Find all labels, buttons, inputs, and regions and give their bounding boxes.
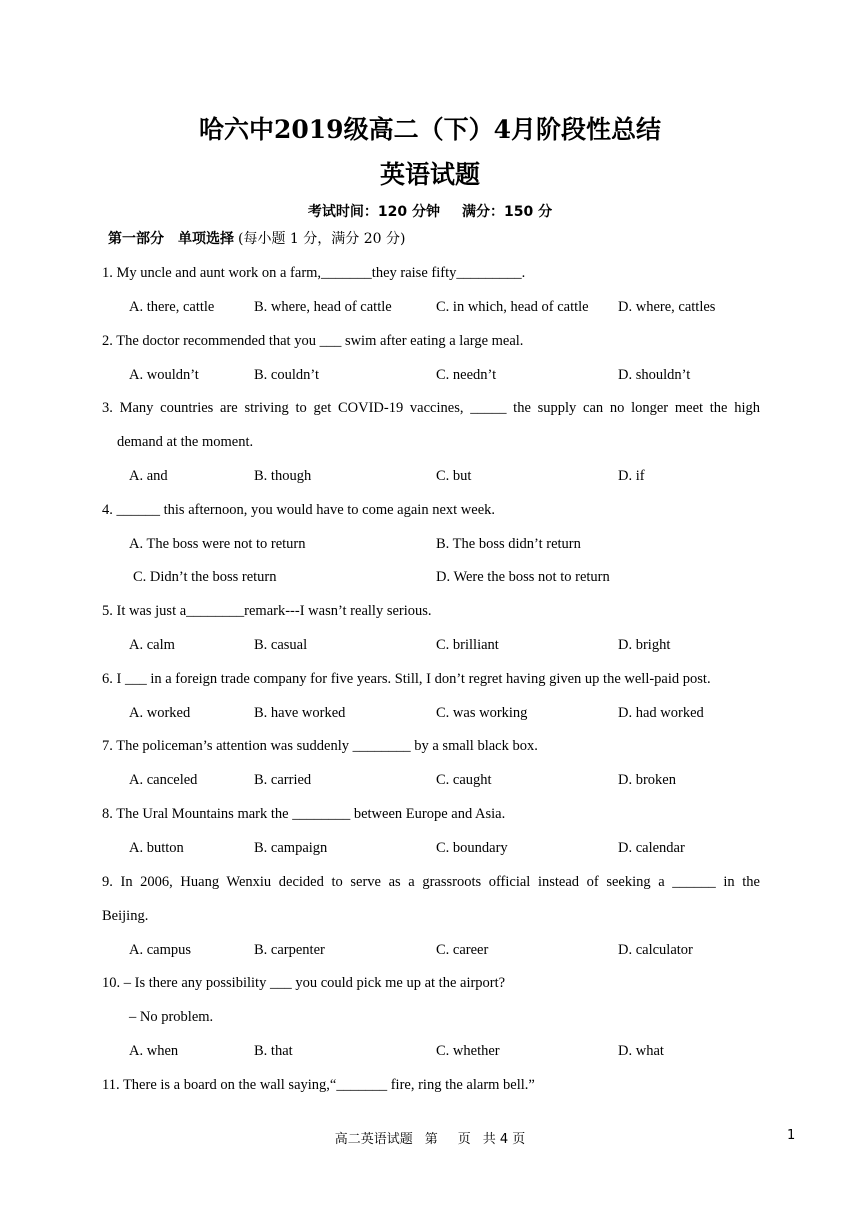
option-d: D. broken [618,772,676,788]
option-c: C. brilliant [436,637,499,653]
option-d: D. calendar [618,840,685,856]
option-d: D. if [618,468,645,484]
option-c: C. but [436,468,472,484]
question-stem-continued: demand at the moment. [117,434,254,450]
option-a: A. there, cattle [129,299,215,315]
question-stem: 7. The policeman’s attention was suddenly ________ by a small black box. [102,738,538,754]
option-b: B. where, head of cattle [254,299,392,315]
option-a: A. calm [129,637,175,653]
option-b: B. campaign [254,840,328,856]
option-b: B. have worked [254,705,346,721]
exam-title: 哈六中2019级高二（下）4月阶段性总结 [199,115,661,144]
page-number: 1 [787,1128,796,1143]
exam-info [0,201,860,221]
footer-subject: 高二英语试题 [334,1132,413,1147]
question-stem: 11. There is a board on the wall saying,“_______ fire, ring the alarm bell.” [102,1077,535,1093]
option-c: C. in which, head of cattle [436,299,589,315]
option-a: A. and [129,468,168,484]
footer-total-pages: 共 4 页 [482,1132,526,1147]
option-d: D. shouldn’t [618,367,691,383]
option-a: A. campus [129,942,192,958]
question-stem: 5. It was just a________remark---I wasn’t really serious. [102,603,432,619]
option-d: D. Were the boss not to return [436,569,610,585]
option-a: A. wouldn’t [129,367,199,383]
footer-page-label: 第 [424,1132,438,1147]
section-heading [108,228,405,248]
question-stem: 3. Many countries are striving to get COVID-19 vaccines, _____ the supply can no longer meet the high [102,400,760,416]
section-note: (每小题 1 分，满分 20 分) [238,231,406,247]
footer-page-unit: 页 [457,1132,471,1147]
question-stem: 8. The Ural Mountains mark the ________ between Europe and Asia. [102,806,506,822]
question-stem-continued: Beijing. [102,908,149,924]
option-b: B. carried [254,772,312,788]
question-stem: 10. – Is there any possibility ___ you could pick me up at the airport? [102,975,506,991]
option-a: A. canceled [129,772,198,788]
option-a: A. worked [129,705,191,721]
option-b: B. couldn’t [254,367,319,383]
page-footer [0,1128,860,1147]
option-b: B. The boss didn’t return [436,536,581,552]
option-d: D. calculator [618,942,693,958]
option-a: A. button [129,840,184,856]
question-stem: 2. The doctor recommended that you ___ swim after eating a large meal. [102,333,524,349]
question-stem: 6. I ___ in a foreign trade company for five years. Still, I don’t regret having given up the well-paid post. [102,671,711,687]
exam-time: 考试时间：120 分钟 [307,204,440,220]
option-c: C. caught [436,772,492,788]
question-stem: 1. My uncle and aunt work on a farm,_______they raise fifty_________. [102,265,526,281]
option-a: A. when [129,1043,179,1059]
option-c: C. career [436,942,489,958]
option-d: D. what [618,1043,664,1059]
option-b: B. carpenter [254,942,325,958]
option-c: C. boundary [436,840,508,856]
option-c: C. was working [436,705,528,721]
option-a: A. The boss were not to return [129,536,306,552]
option-b: B. that [254,1043,293,1059]
option-c: C. Didn’t the boss return [133,569,277,585]
option-d: D. where, cattles [618,299,716,315]
option-c: C. needn’t [436,367,497,383]
option-b: B. casual [254,637,308,653]
option-c: C. whether [436,1043,500,1059]
option-d: D. had worked [618,705,704,721]
option-b: B. though [254,468,312,484]
question-stem: 4. ______ this afternoon, you would have to come again next week. [102,502,496,518]
exam-score: 满分：150 分 [462,204,553,220]
section-title: 第一部分 单项选择 [108,231,234,247]
option-d: D. bright [618,637,671,653]
question-stem: 9. In 2006, Huang Wenxiu decided to serve as a grassroots official instead of seeking a ______ in the [102,874,760,890]
question-stem-continued: – No problem. [129,1009,214,1025]
exam-subtitle: 英语试题 [379,160,480,189]
